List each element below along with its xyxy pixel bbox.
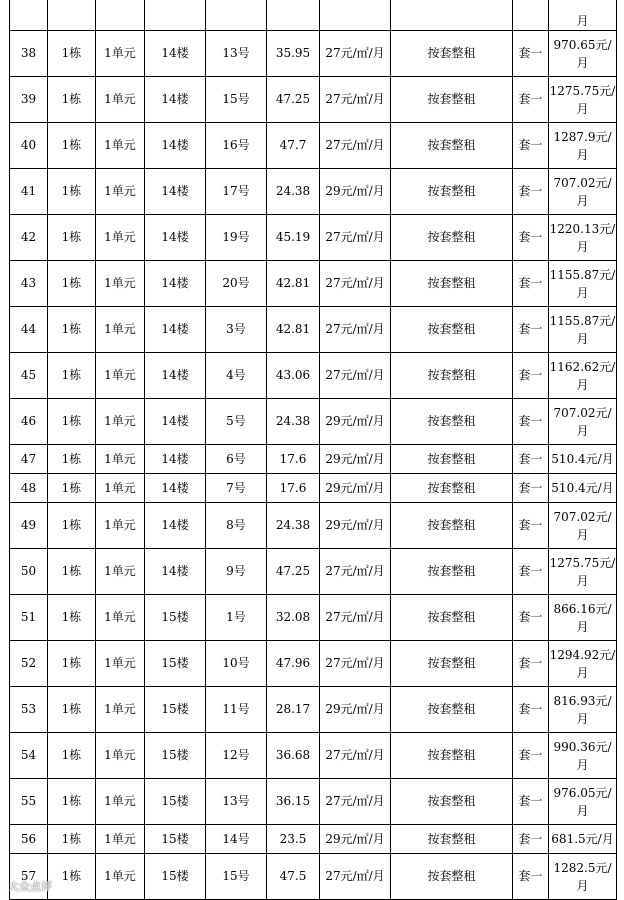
building-cell: 1栋 xyxy=(48,215,96,261)
type-cell: 套一 xyxy=(513,31,549,77)
index-cell: 54 xyxy=(10,733,48,779)
rent-line-1: 1287.9元/ xyxy=(553,129,612,144)
building-cell: 1栋 xyxy=(48,445,96,474)
area-cell: 17.6 xyxy=(267,474,320,503)
price-cell: 27元/㎡/月 xyxy=(320,733,391,779)
index-cell: 56 xyxy=(10,825,48,854)
building-cell: 1栋 xyxy=(48,825,96,854)
unit-cell: 1单元 xyxy=(96,307,145,353)
rent-line-2: 月 xyxy=(576,803,589,818)
rent-line-2: 月 xyxy=(576,331,589,346)
method-cell: 按套整租 xyxy=(391,641,513,687)
price-cell: 29元/㎡/月 xyxy=(320,445,391,474)
building-cell: 1栋 xyxy=(48,779,96,825)
price-cell: 29元/㎡/月 xyxy=(320,503,391,549)
floor-cell: 14楼 xyxy=(145,77,206,123)
type-cell: 套一 xyxy=(513,503,549,549)
price-cell: 29元/㎡/月 xyxy=(320,474,391,503)
type-cell: 套一 xyxy=(513,825,549,854)
room-cell: 16号 xyxy=(206,123,267,169)
rent-line-1: 1155.87元/ xyxy=(549,267,616,282)
unit-cell: 1单元 xyxy=(96,31,145,77)
type-cell: 套一 xyxy=(513,77,549,123)
room-cell: 15号 xyxy=(206,854,267,900)
rent-line-1: 510.4元/月 xyxy=(551,452,614,466)
rent-line-2: 月 xyxy=(576,55,589,70)
type-cell: 套一 xyxy=(513,641,549,687)
building-cell: 1栋 xyxy=(48,733,96,779)
room-cell: 11号 xyxy=(206,687,267,733)
building-cell: 1栋 xyxy=(48,641,96,687)
building-cell: 1栋 xyxy=(48,31,96,77)
index-cell: 38 xyxy=(10,31,48,77)
unit-cell: 1单元 xyxy=(96,474,145,503)
floor-cell: 14楼 xyxy=(145,445,206,474)
rent-line-1: 707.02元/ xyxy=(553,175,612,190)
method-cell: 按套整租 xyxy=(391,353,513,399)
area-cell: 47.96 xyxy=(267,641,320,687)
area-cell: 36.68 xyxy=(267,733,320,779)
room-cell: 10号 xyxy=(206,641,267,687)
rent-line-1: 1275.75元/ xyxy=(549,555,616,570)
rent-line-1: 866.16元/ xyxy=(553,601,612,616)
price-cell: 27元/㎡/月 xyxy=(320,123,391,169)
floor-cell: 14楼 xyxy=(145,503,206,549)
unit-cell: 1单元 xyxy=(96,445,145,474)
floor-cell: 14楼 xyxy=(145,261,206,307)
rent-line-1: 1282.5元/ xyxy=(553,860,612,875)
building-cell: 1栋 xyxy=(48,687,96,733)
index-cell: 52 xyxy=(10,641,48,687)
rent-line-2: 月 xyxy=(576,285,589,300)
room-cell: 13号 xyxy=(206,779,267,825)
method-cell: 按套整租 xyxy=(391,854,513,900)
table-row xyxy=(10,825,617,854)
floor-cell: 15楼 xyxy=(145,641,206,687)
index-cell: 50 xyxy=(10,549,48,595)
rent-line-1: 707.02元/ xyxy=(553,405,612,420)
price-cell: 27元/㎡/月 xyxy=(320,641,391,687)
room-cell: 3号 xyxy=(206,307,267,353)
method-cell: 按套整租 xyxy=(391,474,513,503)
method-cell: 按套整租 xyxy=(391,215,513,261)
index-cell: 49 xyxy=(10,503,48,549)
price-cell: 29元/㎡/月 xyxy=(320,399,391,445)
method-cell: 按套整租 xyxy=(391,307,513,353)
floor-cell: 15楼 xyxy=(145,687,206,733)
rent-cell xyxy=(549,123,617,169)
table-row xyxy=(10,854,617,900)
method-cell: 按套整租 xyxy=(391,595,513,641)
rent-cell xyxy=(549,399,617,445)
rent-line-2: 月 xyxy=(576,377,589,392)
building-cell: 1栋 xyxy=(48,169,96,215)
rent-cell xyxy=(549,641,617,687)
rent-line-2: 月 xyxy=(576,878,589,893)
method-cell: 按套整租 xyxy=(391,825,513,854)
rent-line-1: 510.4元/月 xyxy=(551,481,614,495)
rent-line-2: 月 xyxy=(576,239,589,254)
rent-line-2: 月 xyxy=(576,147,589,162)
rent-cell xyxy=(549,733,617,779)
price-cell: 27元/㎡/月 xyxy=(320,31,391,77)
rent-line-1: 681.5元/月 xyxy=(551,832,614,846)
type-cell: 套一 xyxy=(513,399,549,445)
room-cell: 4号 xyxy=(206,353,267,399)
price-cell: 27元/㎡/月 xyxy=(320,215,391,261)
room-cell: 5号 xyxy=(206,399,267,445)
rent-line-1: 1275.75元/ xyxy=(549,83,616,98)
building-cell: 1栋 xyxy=(48,503,96,549)
index-cell: 53 xyxy=(10,687,48,733)
floor-cell: 14楼 xyxy=(145,307,206,353)
rent-line-1: 1294.92元/ xyxy=(549,647,616,662)
price-cell: 27元/㎡/月 xyxy=(320,779,391,825)
room-cell: 17号 xyxy=(206,169,267,215)
rent-line-1: 990.36元/ xyxy=(553,739,612,754)
table-row xyxy=(10,687,617,733)
rent-cell xyxy=(549,779,617,825)
rent-line-2: 月 xyxy=(576,193,589,208)
unit-cell: 1单元 xyxy=(96,733,145,779)
index-cell: 57 xyxy=(10,854,48,900)
rent-cell xyxy=(549,445,617,474)
rent-cell xyxy=(549,549,617,595)
floor-cell: 14楼 xyxy=(145,31,206,77)
table-row xyxy=(10,0,617,31)
area-cell: 45.19 xyxy=(267,215,320,261)
index-cell: 43 xyxy=(10,261,48,307)
method-cell: 按套整租 xyxy=(391,77,513,123)
watermark: 大众点评 xyxy=(8,880,52,893)
price-cell: 27元/㎡/月 xyxy=(320,307,391,353)
table-row xyxy=(10,733,617,779)
building-cell: 1栋 xyxy=(48,123,96,169)
area-cell: 23.5 xyxy=(267,825,320,854)
area-cell: 17.6 xyxy=(267,445,320,474)
unit-cell: 1单元 xyxy=(96,399,145,445)
index-cell: 41 xyxy=(10,169,48,215)
area-cell: 32.08 xyxy=(267,595,320,641)
floor-cell: 15楼 xyxy=(145,779,206,825)
type-cell: 套一 xyxy=(513,474,549,503)
rent-cell xyxy=(549,169,617,215)
floor-cell: 14楼 xyxy=(145,399,206,445)
area-cell: 47.5 xyxy=(267,854,320,900)
rent-cell xyxy=(549,307,617,353)
rent-line-2: 月 xyxy=(576,101,589,116)
type-cell: 套一 xyxy=(513,123,549,169)
table-row xyxy=(10,641,617,687)
building-cell: 1栋 xyxy=(48,353,96,399)
area-cell: 24.38 xyxy=(267,399,320,445)
rent-line-2: 月 xyxy=(576,711,589,726)
type-cell: 套一 xyxy=(513,687,549,733)
type-cell: 套一 xyxy=(513,307,549,353)
type-cell: 套一 xyxy=(513,169,549,215)
rent-cell xyxy=(549,77,617,123)
index-cell: 47 xyxy=(10,445,48,474)
building-cell: 1栋 xyxy=(48,261,96,307)
rent-line-1: 816.93元/ xyxy=(553,693,612,708)
building-cell: 1栋 xyxy=(48,474,96,503)
rent-cell: 月 xyxy=(549,0,617,31)
table-row xyxy=(10,399,617,445)
table-row xyxy=(10,445,617,474)
rent-cell xyxy=(549,825,617,854)
area-cell: 24.38 xyxy=(267,503,320,549)
index-cell: 39 xyxy=(10,77,48,123)
floor-cell: 14楼 xyxy=(145,474,206,503)
table-row xyxy=(10,353,617,399)
room-cell: 1号 xyxy=(206,595,267,641)
index-cell: 48 xyxy=(10,474,48,503)
room-cell: 7号 xyxy=(206,474,267,503)
type-cell: 套一 xyxy=(513,779,549,825)
price-cell: 29元/㎡/月 xyxy=(320,825,391,854)
type-cell: 套一 xyxy=(513,445,549,474)
floor-cell: 14楼 xyxy=(145,215,206,261)
unit-cell: 1单元 xyxy=(96,261,145,307)
price-cell: 27元/㎡/月 xyxy=(320,261,391,307)
area-cell: 36.15 xyxy=(267,779,320,825)
rent-line-1: 976.05元/ xyxy=(553,785,612,800)
table-row xyxy=(10,503,617,549)
room-cell: 15号 xyxy=(206,77,267,123)
table-row xyxy=(10,123,617,169)
room-cell: 9号 xyxy=(206,549,267,595)
table-row xyxy=(10,215,617,261)
type-cell: 套一 xyxy=(513,261,549,307)
area-cell: 42.81 xyxy=(267,307,320,353)
rent-cell xyxy=(549,474,617,503)
method-cell: 按套整租 xyxy=(391,261,513,307)
price-cell: 27元/㎡/月 xyxy=(320,595,391,641)
rent-cell xyxy=(549,503,617,549)
table-row xyxy=(10,595,617,641)
building-cell: 1栋 xyxy=(48,595,96,641)
table-row xyxy=(10,261,617,307)
area-cell: 47.7 xyxy=(267,123,320,169)
rent-cell xyxy=(549,595,617,641)
floor-cell: 14楼 xyxy=(145,123,206,169)
rent-line-2: 月 xyxy=(576,573,589,588)
index-cell: 45 xyxy=(10,353,48,399)
table-body xyxy=(10,0,617,900)
price-cell: 29元/㎡/月 xyxy=(320,169,391,215)
room-cell: 12号 xyxy=(206,733,267,779)
building-cell: 1栋 xyxy=(48,549,96,595)
method-cell: 按套整租 xyxy=(391,123,513,169)
method-cell: 按套整租 xyxy=(391,445,513,474)
building-cell: 1栋 xyxy=(48,399,96,445)
rent-line-1: 1162.62元/ xyxy=(549,359,616,374)
building-cell: 1栋 xyxy=(48,77,96,123)
rent-line-1: 970.65元/ xyxy=(553,37,612,52)
rent-line-2: 月 xyxy=(576,423,589,438)
area-cell: 43.06 xyxy=(267,353,320,399)
building-cell: 1栋 xyxy=(48,307,96,353)
rent-cell xyxy=(549,31,617,77)
price-cell: 27元/㎡/月 xyxy=(320,353,391,399)
rental-table xyxy=(9,0,617,900)
index-cell: 55 xyxy=(10,779,48,825)
method-cell: 按套整租 xyxy=(391,779,513,825)
unit-cell: 1单元 xyxy=(96,641,145,687)
area-cell: 35.95 xyxy=(267,31,320,77)
unit-cell: 1单元 xyxy=(96,779,145,825)
unit-cell: 1单元 xyxy=(96,123,145,169)
area-cell: 42.81 xyxy=(267,261,320,307)
rent-line-2: 月 xyxy=(576,527,589,542)
index-cell: 51 xyxy=(10,595,48,641)
unit-cell: 1单元 xyxy=(96,353,145,399)
table-row xyxy=(10,77,617,123)
unit-cell: 1单元 xyxy=(96,169,145,215)
rent-cell xyxy=(549,854,617,900)
price-cell: 27元/㎡/月 xyxy=(320,77,391,123)
type-cell: 套一 xyxy=(513,733,549,779)
area-cell: 47.25 xyxy=(267,549,320,595)
room-cell: 14号 xyxy=(206,825,267,854)
type-cell: 套一 xyxy=(513,595,549,641)
type-cell: 套一 xyxy=(513,353,549,399)
method-cell: 按套整租 xyxy=(391,687,513,733)
table-row xyxy=(10,779,617,825)
floor-cell: 15楼 xyxy=(145,825,206,854)
unit-cell: 1单元 xyxy=(96,825,145,854)
unit-cell: 1单元 xyxy=(96,503,145,549)
floor-cell: 14楼 xyxy=(145,169,206,215)
rent-cell xyxy=(549,215,617,261)
rent-cell xyxy=(549,261,617,307)
rent-line-2: 月 xyxy=(576,757,589,772)
room-cell: 8号 xyxy=(206,503,267,549)
rent-line-2: 月 xyxy=(576,665,589,680)
method-cell: 按套整租 xyxy=(391,31,513,77)
building-cell: 1栋 xyxy=(48,854,96,900)
unit-cell: 1单元 xyxy=(96,77,145,123)
rent-cell xyxy=(549,353,617,399)
rent-cell xyxy=(549,687,617,733)
room-cell: 13号 xyxy=(206,31,267,77)
index-cell: 42 xyxy=(10,215,48,261)
price-cell: 29元/㎡/月 xyxy=(320,687,391,733)
floor-cell: 15楼 xyxy=(145,733,206,779)
rent-line-1: 1155.87元/ xyxy=(549,313,616,328)
table-row xyxy=(10,549,617,595)
index-cell: 46 xyxy=(10,399,48,445)
room-cell: 6号 xyxy=(206,445,267,474)
unit-cell: 1单元 xyxy=(96,215,145,261)
method-cell: 按套整租 xyxy=(391,169,513,215)
floor-cell: 14楼 xyxy=(145,549,206,595)
unit-cell: 1单元 xyxy=(96,687,145,733)
unit-cell: 1单元 xyxy=(96,854,145,900)
floor-cell: 15楼 xyxy=(145,595,206,641)
table-row xyxy=(10,31,617,77)
price-cell: 27元/㎡/月 xyxy=(320,549,391,595)
area-cell: 24.38 xyxy=(267,169,320,215)
unit-cell: 1单元 xyxy=(96,595,145,641)
index-cell: 44 xyxy=(10,307,48,353)
method-cell: 按套整租 xyxy=(391,549,513,595)
method-cell: 按套整租 xyxy=(391,733,513,779)
price-cell: 27元/㎡/月 xyxy=(320,854,391,900)
method-cell: 按套整租 xyxy=(391,503,513,549)
area-cell: 28.17 xyxy=(267,687,320,733)
rent-line-2: 月 xyxy=(576,619,589,634)
table-row xyxy=(10,474,617,503)
floor-cell: 14楼 xyxy=(145,353,206,399)
unit-cell: 1单元 xyxy=(96,549,145,595)
room-cell: 19号 xyxy=(206,215,267,261)
type-cell: 套一 xyxy=(513,854,549,900)
rent-line-1: 707.02元/ xyxy=(553,509,612,524)
index-cell: 40 xyxy=(10,123,48,169)
rent-line-1: 1220.13元/ xyxy=(549,221,616,236)
floor-cell: 15楼 xyxy=(145,854,206,900)
table-row xyxy=(10,307,617,353)
method-cell: 按套整租 xyxy=(391,399,513,445)
area-cell: 47.25 xyxy=(267,77,320,123)
type-cell: 套一 xyxy=(513,215,549,261)
room-cell: 20号 xyxy=(206,261,267,307)
table-row xyxy=(10,169,617,215)
type-cell: 套一 xyxy=(513,549,549,595)
